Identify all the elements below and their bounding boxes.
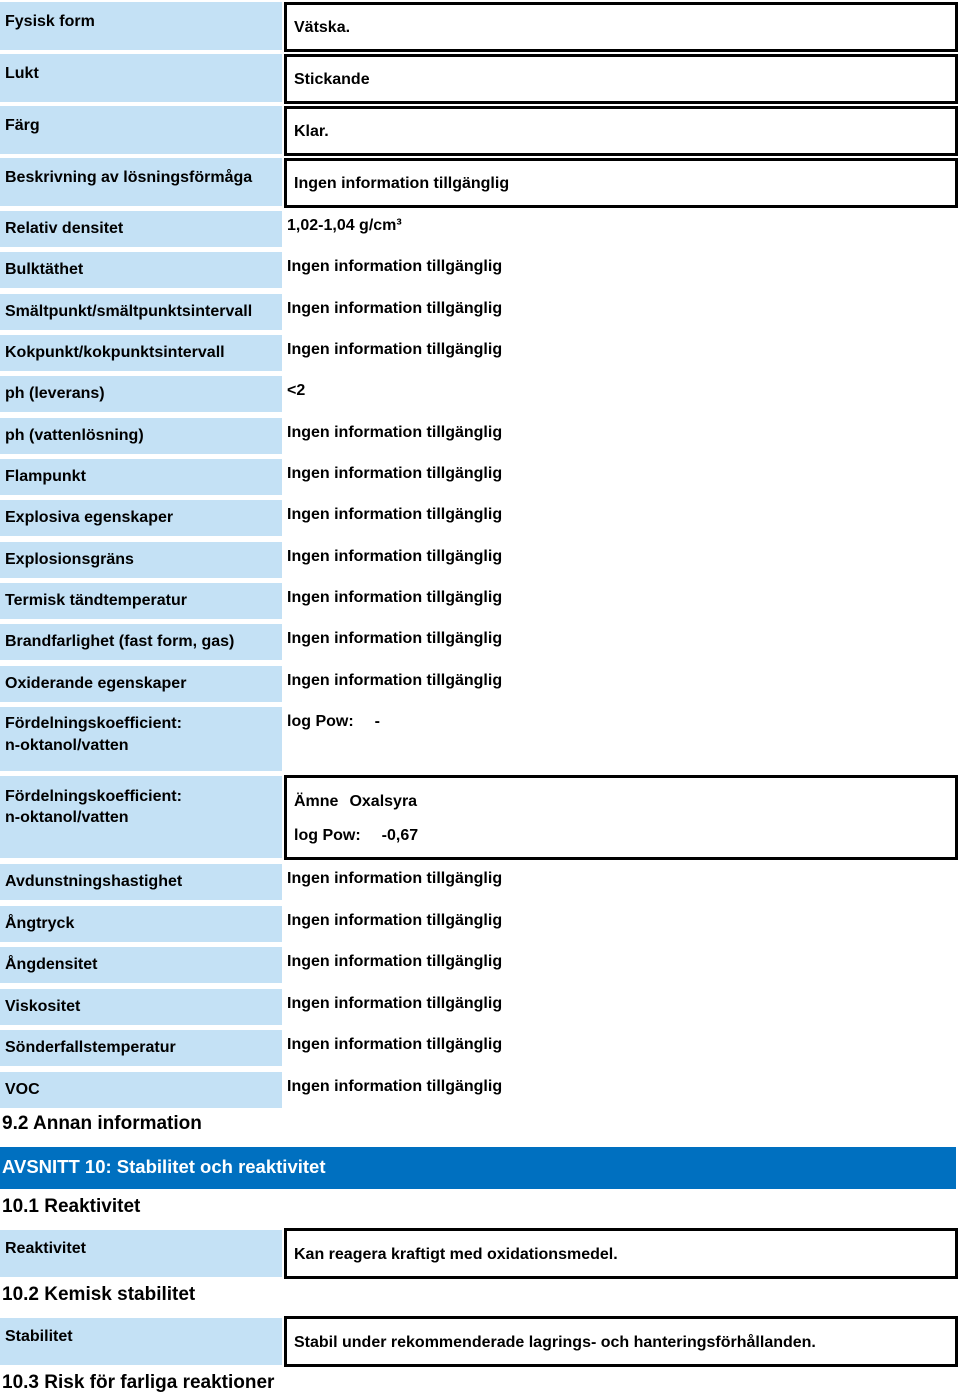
explosive-properties-value: Ingen information tillgänglig	[287, 506, 503, 524]
ph-solution-row	[0, 415, 960, 456]
partition-coefficient-value	[282, 704, 960, 731]
section-10-3-heading: 10.3 Risk för farliga reaktioner	[2, 1372, 275, 1394]
section-10-2-heading: 10.2 Kemisk stabilitet	[2, 1284, 196, 1306]
flash-point-label: Flampunkt	[0, 459, 282, 495]
partition-coefficient-substance-box	[284, 775, 958, 860]
log-pow-value: -	[374, 713, 380, 731]
odor-value: Stickande	[284, 54, 958, 104]
substance-label: Ämne	[294, 793, 339, 811]
vapor-pressure-value: Ingen information tillgänglig	[287, 911, 503, 929]
vapor-density-value: Ingen information tillgänglig	[287, 953, 503, 971]
flash-point-row	[0, 456, 960, 497]
color-value: Klar.	[284, 106, 958, 156]
viscosity-label: Viskositet	[0, 989, 282, 1025]
ph-delivered-value: <2	[287, 382, 306, 400]
voc-label: VOC	[0, 1072, 282, 1108]
ph-delivered-row	[0, 373, 960, 414]
relative-density-label: Relativ densitet	[0, 211, 282, 247]
section-10	[0, 1147, 960, 1395]
partition-coefficient-substance-label	[0, 776, 282, 858]
voc-value: Ingen information tillgänglig	[287, 1077, 503, 1095]
boiling-point-row	[0, 332, 960, 373]
stability-value: Stabil under rekommenderade lagrings- och hanteringsförhållanden.	[284, 1316, 958, 1367]
solubility-row	[0, 156, 960, 208]
explosion-limits-value: Ingen information tillgänglig	[287, 547, 503, 565]
melting-point-label: Smältpunkt/smältpunktsintervall	[0, 294, 282, 330]
flammability-row	[0, 621, 960, 662]
flammability-value: Ingen information tillgänglig	[287, 630, 503, 648]
flammability-label: Brandfarlighet (fast form, gas)	[0, 624, 282, 660]
physical-form-value: Vätska.	[284, 2, 958, 52]
solubility-label: Beskrivning av lösningsförmåga	[0, 158, 282, 206]
melting-point-row	[0, 291, 960, 332]
viscosity-row	[0, 986, 960, 1028]
partition-coefficient-substance-row	[0, 775, 960, 861]
decomposition-temperature-value: Ingen information tillgänglig	[287, 1036, 503, 1054]
viscosity-value: Ingen information tillgänglig	[287, 994, 503, 1012]
vapor-pressure-row	[0, 903, 960, 945]
vapor-pressure-label: Ångtryck	[0, 906, 282, 942]
oxidizing-properties-label: Oxiderande egenskaper	[0, 666, 282, 702]
explosive-properties-row	[0, 497, 960, 538]
substance-name: Oxalsyra	[349, 793, 418, 811]
partition-coefficient-substance-label-line2: n-oktanol/vatten	[5, 808, 129, 826]
oxidizing-properties-row	[0, 663, 960, 704]
odor-row	[0, 52, 960, 104]
solubility-value: Ingen information tillgänglig	[284, 158, 958, 208]
reactivity-label: Reaktivitet	[0, 1230, 282, 1277]
relative-density-value: 1,02-1,04 g/cm³	[287, 217, 402, 234]
autoignition-temperature-label: Termisk tändtemperatur	[0, 583, 282, 619]
partition-coefficient-substance-label-line1: Fördelningskoefficient:	[5, 787, 182, 805]
reactivity-value: Kan reagera kraftigt med oxidationsmedel.	[284, 1228, 958, 1279]
color-row	[0, 104, 960, 156]
bulk-density-row	[0, 249, 960, 290]
section-10-1-heading: 10.1 Reaktivitet	[2, 1196, 141, 1218]
bulk-density-label: Bulktäthet	[0, 252, 282, 288]
relative-density-row	[0, 208, 960, 249]
substance-log-pow-value: -0,67	[381, 827, 419, 845]
autoignition-temperature-row	[0, 580, 960, 621]
voc-row	[0, 1069, 960, 1111]
partition-coefficient-label-line1: Fördelningskoefficient:	[5, 715, 182, 733]
evaporation-rate-value: Ingen information tillgänglig	[287, 870, 503, 888]
odor-label: Lukt	[0, 54, 282, 102]
evaporation-rate-row	[0, 861, 960, 903]
oxidizing-properties-value: Ingen information tillgänglig	[287, 671, 503, 689]
substance-line	[294, 793, 955, 811]
stability-label: Stabilitet	[0, 1318, 282, 1365]
substance-log-pow-line	[294, 827, 955, 845]
flash-point-value: Ingen information tillgänglig	[287, 465, 503, 483]
color-label: Färg	[0, 106, 282, 154]
decomposition-temperature-row	[0, 1027, 960, 1069]
partition-coefficient-row	[0, 704, 960, 775]
melting-point-value: Ingen information tillgänglig	[287, 299, 503, 317]
section-9-2-heading: 9.2 Annan information	[2, 1113, 202, 1135]
reactivity-row	[0, 1228, 960, 1279]
partition-coefficient-label-line2: n-oktanol/vatten	[5, 737, 129, 755]
substance-log-pow-label: log Pow:	[294, 827, 361, 845]
autoignition-temperature-value: Ingen information tillgänglig	[287, 589, 503, 607]
ph-solution-label: ph (vattenlösning)	[0, 418, 282, 454]
ph-solution-value: Ingen information tillgänglig	[287, 423, 503, 441]
physical-form-label: Fysisk form	[0, 2, 282, 50]
explosion-limits-label: Explosionsgräns	[0, 542, 282, 578]
log-pow-label: log Pow:	[287, 713, 354, 731]
section-10-banner: AVSNITT 10: Stabilitet och reaktivitet	[0, 1147, 956, 1189]
explosion-limits-row	[0, 539, 960, 580]
decomposition-temperature-label: Sönderfallstemperatur	[0, 1030, 282, 1066]
vapor-density-row	[0, 944, 960, 986]
section-9-2	[0, 1110, 960, 1146]
boiling-point-label: Kokpunkt/kokpunktsintervall	[0, 335, 282, 371]
bulk-density-value: Ingen information tillgänglig	[287, 258, 503, 276]
vapor-density-label: Ångdensitet	[0, 947, 282, 983]
boiling-point-value: Ingen information tillgänglig	[287, 341, 503, 359]
explosive-properties-label: Explosiva egenskaper	[0, 500, 282, 536]
physical-form-row	[0, 0, 960, 52]
partition-coefficient-label	[0, 707, 282, 771]
stability-row	[0, 1316, 960, 1367]
ph-delivered-label: ph (leverans)	[0, 376, 282, 412]
evaporation-rate-label: Avdunstningshastighet	[0, 864, 282, 900]
